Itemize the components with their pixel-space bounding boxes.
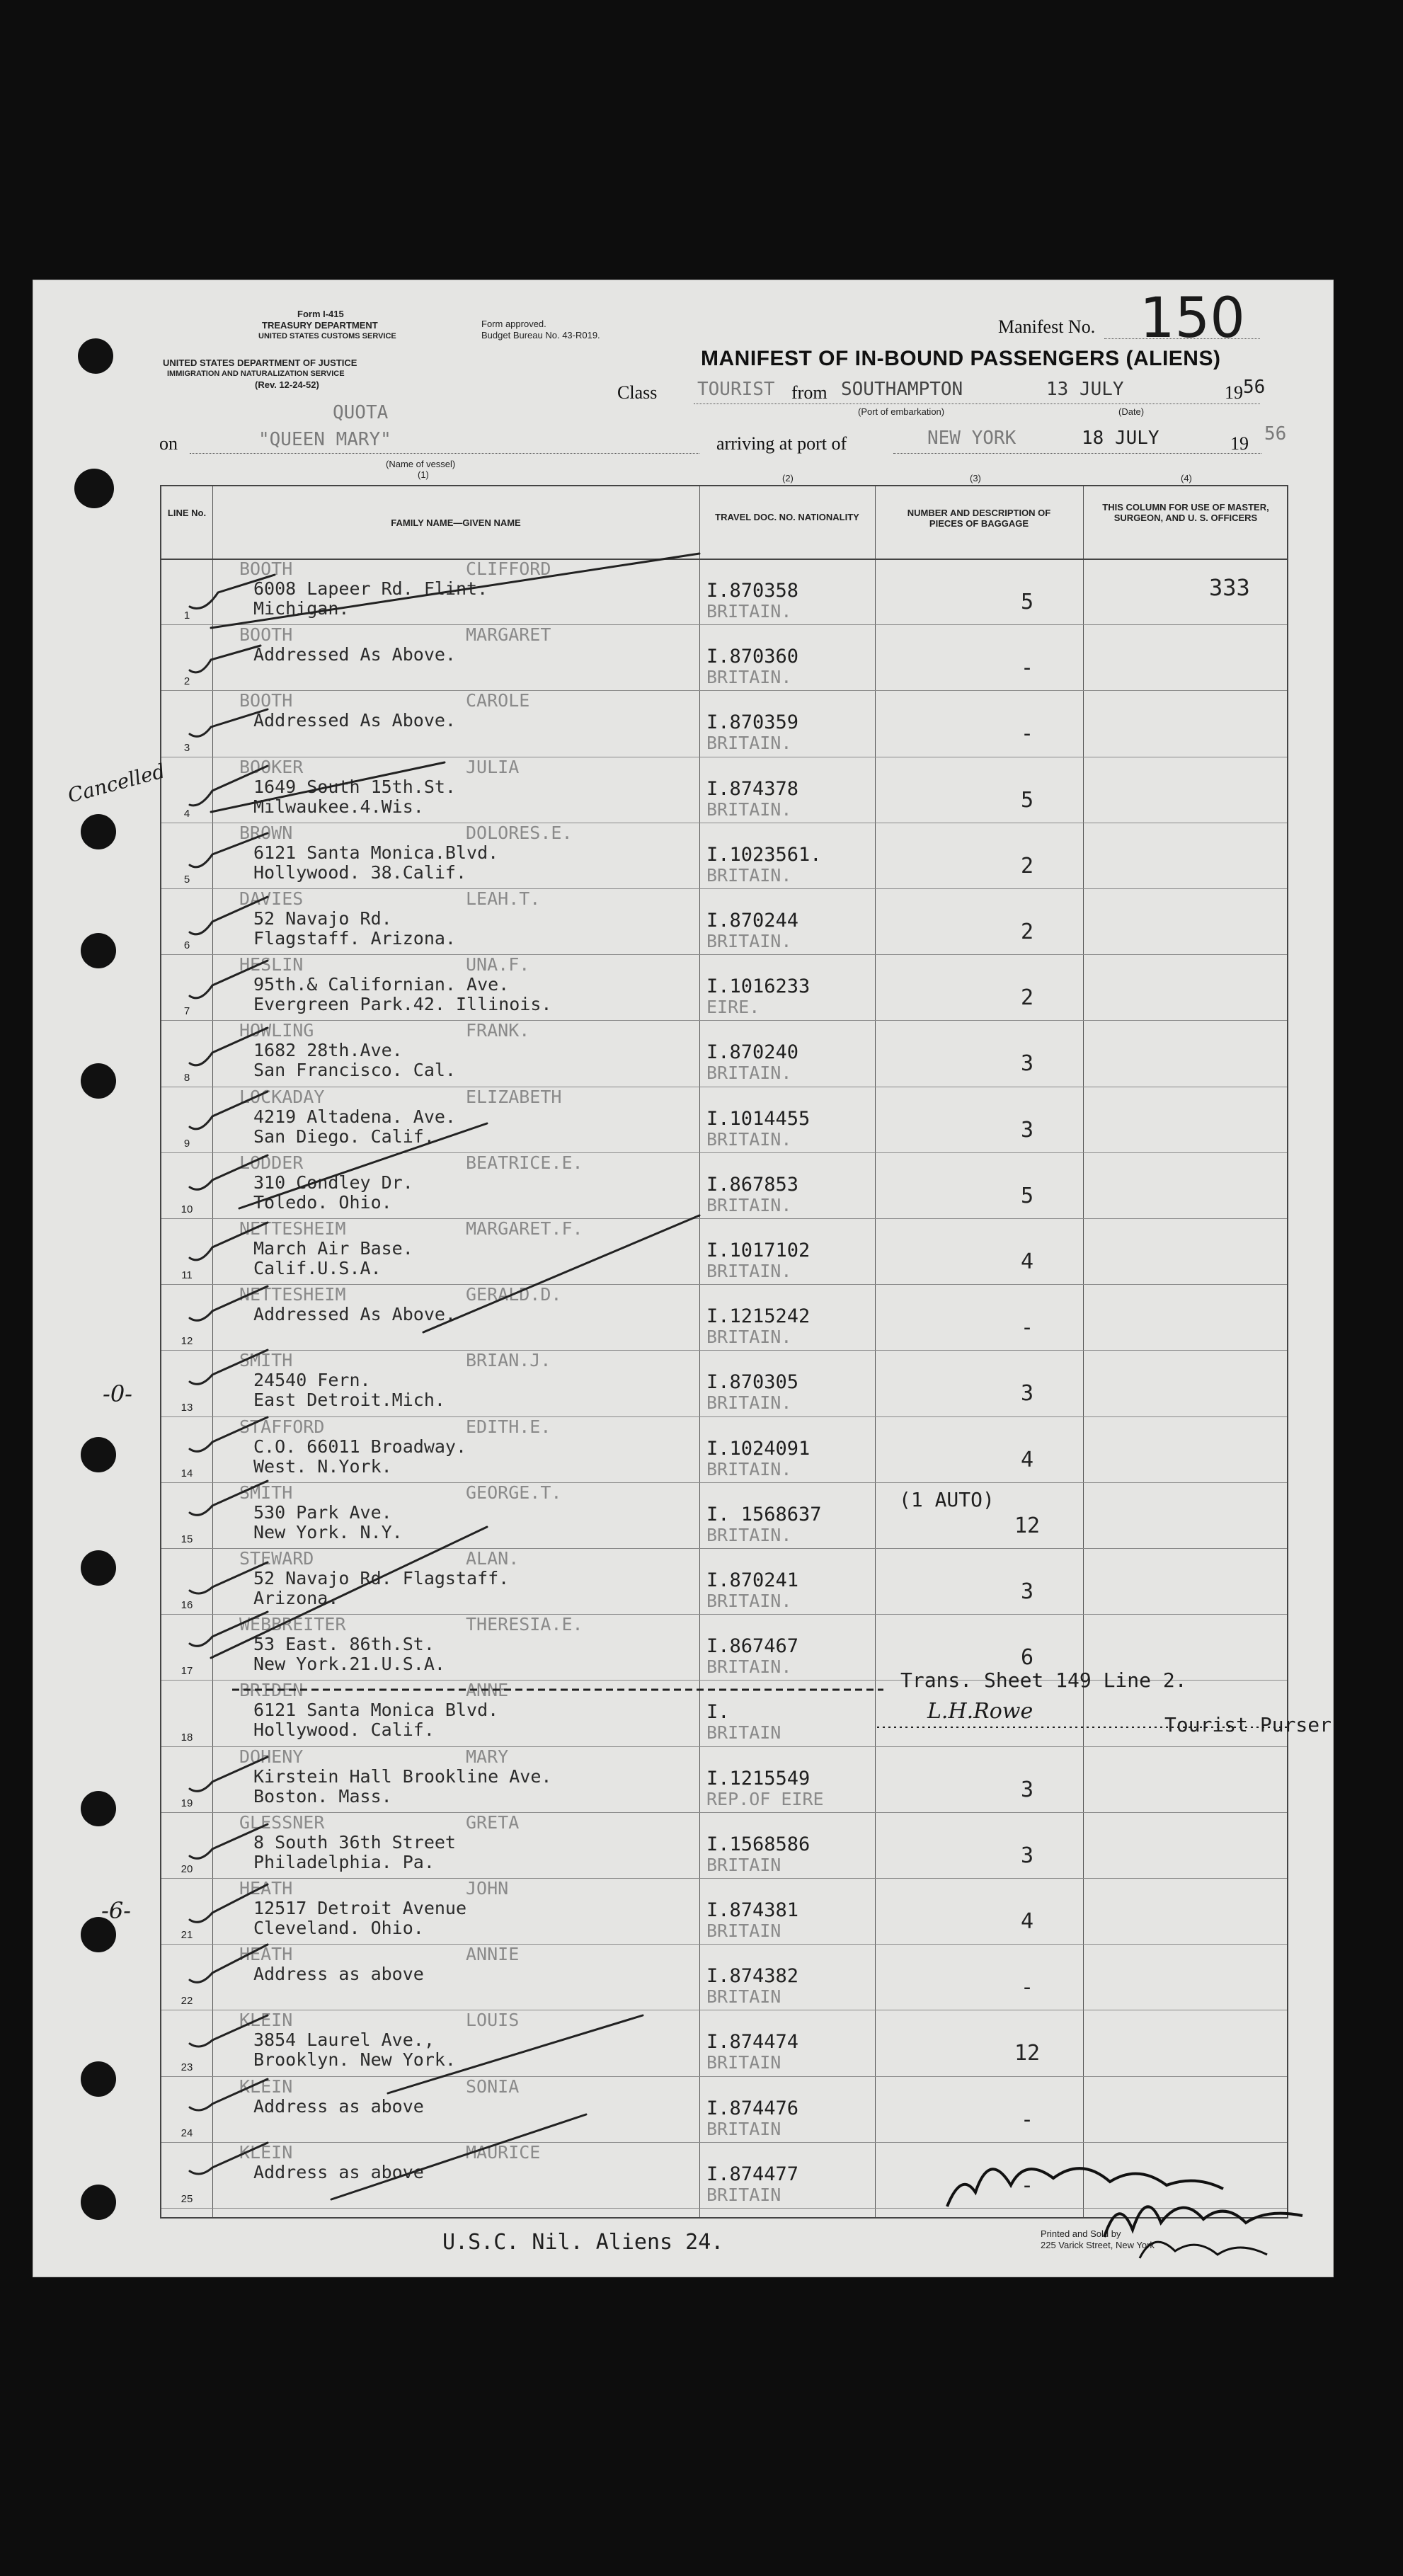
travel-doc-number: I.874474: [706, 2031, 799, 2054]
check-mark: [190, 1092, 268, 1129]
col-header-name: FAMILY NAME—GIVEN NAME: [391, 517, 521, 528]
line-number: 25: [181, 2192, 193, 2205]
check-mark: [190, 897, 268, 934]
dept-immigration: IMMIGRATION AND NATURALIZATION SERVICE: [167, 370, 345, 378]
form-number: Form I-415: [297, 309, 344, 319]
margin-mark-21: -6-: [101, 1897, 131, 1924]
baggage-count: -: [1020, 2107, 1034, 2132]
travel-doc-number: I.874378: [706, 777, 799, 800]
master-signature: [1097, 2180, 1317, 2272]
line-number: 7: [183, 1005, 190, 1018]
family-name: STEWARD: [239, 1548, 314, 1569]
address-line-2: Arizona.: [253, 1588, 339, 1608]
baggage-count: -: [1020, 1315, 1034, 1341]
check-mark: [190, 766, 268, 806]
family-name: KLEIN: [239, 2076, 293, 2097]
given-name: DOLORES.E.: [466, 822, 573, 843]
nationality: BRITAIN.: [706, 1656, 792, 1678]
given-name: ANNE: [466, 1680, 509, 1701]
baggage-count: -: [1020, 1975, 1034, 2000]
nationality: BRITAIN.: [706, 1261, 792, 1281]
address-line-2: Milwaukee.4.Wis.: [253, 796, 424, 817]
baggage-count: 4: [1020, 1447, 1034, 1472]
given-name: ANNIE: [466, 1944, 520, 1965]
travel-doc-number: I.870359: [706, 711, 799, 734]
manifest-label: Manifest No.: [998, 316, 1096, 337]
given-name: ELIZABETH: [466, 1086, 562, 1107]
baggage-count: 4: [1020, 1909, 1034, 1934]
address-line-1: C.O. 66011 Broadway.: [253, 1436, 467, 1457]
family-name: DAVIES: [239, 888, 304, 909]
punch-hole: [81, 1550, 116, 1586]
family-name: BRIDEN: [239, 1680, 304, 1701]
address-line-1: Addressed As Above.: [253, 710, 456, 731]
baggage-count: 5: [1020, 590, 1034, 614]
address-line-2: Hollywood. 38.Calif.: [253, 861, 467, 883]
baggage-count: 12: [1014, 2041, 1041, 2066]
address-line-1: 310 Condley Dr.: [253, 1172, 413, 1193]
arrival-year: 56: [1264, 423, 1287, 445]
check-mark: [190, 1562, 268, 1593]
auto-note: (1 AUTO): [899, 1488, 995, 1511]
line-number: 4: [183, 807, 190, 820]
travel-doc-number: I.1568586: [706, 1833, 811, 1855]
punch-hole: [78, 338, 113, 374]
travel-doc-number: I.1014455: [706, 1107, 811, 1130]
check-mark: [190, 1223, 268, 1260]
family-name: NETTESHEIM: [239, 1218, 346, 1239]
officer-note: 333: [1209, 574, 1250, 601]
from-date: 13 JULY: [1046, 379, 1124, 400]
family-name: GLESSNER: [239, 1811, 325, 1833]
nationality: EIRE.: [706, 997, 760, 1018]
check-mark: [190, 575, 275, 609]
travel-doc-number: I.870240: [706, 1041, 799, 1064]
handwritten-marks: [161, 486, 1287, 2217]
manifest-underline: [1104, 338, 1260, 339]
given-name: FRANK.: [466, 1020, 530, 1041]
given-name: JULIA: [466, 756, 520, 777]
family-name: BOOTH: [239, 690, 293, 711]
address-line-1: 52 Navajo Rd.: [253, 908, 392, 929]
given-name: EDITH.E.: [466, 1416, 551, 1437]
arrival-year-prefix: 19: [1230, 433, 1249, 454]
address-line-2: Evergreen Park.42. Illinois.: [253, 994, 552, 1015]
nationality: BRITAIN: [706, 1722, 781, 1744]
given-name: GRETA: [466, 1811, 520, 1833]
family-name: BROWN: [239, 822, 293, 843]
baggage-count: 2: [1020, 853, 1034, 878]
address-line-1: 53 East. 86th.St.: [253, 1634, 435, 1655]
vessel-caption: (Name of vessel): [386, 459, 456, 469]
check-mark: [190, 1155, 268, 1189]
on-label: on: [159, 433, 178, 454]
line-number: 17: [181, 1665, 193, 1678]
given-name: THERESIA.E.: [466, 1614, 583, 1635]
travel-doc-number: I.1016233: [706, 975, 811, 998]
nationality: BRITAIN.: [706, 1194, 792, 1215]
nationality: BRITAIN.: [706, 1392, 792, 1414]
check-mark: [190, 1824, 268, 1858]
baggage-count: 5: [1020, 1183, 1034, 1208]
diagonal-stroke: [239, 1123, 487, 1208]
diagonal-stroke: [423, 1215, 699, 1332]
travel-doc-number: I.870360: [706, 646, 799, 668]
check-mark: [190, 1757, 268, 1791]
col2-number: (2): [782, 473, 794, 483]
address-line-1: 1682 28th.Ave.: [253, 1040, 403, 1061]
address-line-2: New York. N.Y.: [253, 1521, 403, 1542]
travel-doc-number: I.870305: [706, 1371, 799, 1394]
family-name: HEATH: [239, 1878, 293, 1899]
address-line-1: Address as above: [253, 2161, 424, 2182]
vessel-caption-no: (1): [418, 469, 429, 480]
family-name: HESLIN: [239, 954, 304, 975]
line-number: 3: [183, 741, 190, 754]
address-line-1: 4219 Altadena. Ave.: [253, 1106, 456, 1127]
line-number: 8: [183, 1071, 190, 1084]
col-header-travel-doc: TRAVEL DOC. NO. NATIONALITY: [715, 512, 859, 522]
check-mark: [190, 2143, 268, 2174]
given-name: MAURICE: [466, 2141, 541, 2163]
family-name: SMITH: [239, 1482, 293, 1503]
line-number: 18: [181, 1731, 193, 1744]
family-name: KLEIN: [239, 2141, 293, 2163]
arrival-date: 18 JULY: [1082, 428, 1159, 449]
page-title: MANIFEST OF IN-BOUND PASSENGERS (ALIENS): [701, 347, 1221, 370]
line-number: 14: [181, 1467, 193, 1479]
embark-caption: (Port of embarkation): [858, 406, 945, 417]
nationality: BRITAIN.: [706, 798, 792, 820]
address-line-2: Brooklyn. New York.: [253, 2049, 456, 2071]
line-number: 2: [183, 675, 190, 688]
family-name: KLEIN: [239, 2010, 293, 2031]
check-mark: [190, 961, 268, 998]
col4-number: (4): [1181, 473, 1192, 483]
address-line-2: East Detroit.Mich.: [253, 1390, 445, 1411]
class-underline: [694, 403, 1260, 404]
line-number: 20: [181, 1862, 193, 1875]
given-name: CAROLE: [466, 690, 530, 711]
family-name: BOOTH: [239, 624, 293, 646]
check-mark: [190, 1612, 268, 1646]
line-number: 22: [181, 1995, 193, 2008]
line-number: 6: [183, 939, 190, 952]
dept-justice: UNITED STATES DEPARTMENT OF JUSTICE: [163, 357, 357, 368]
check-mark: [190, 1350, 268, 1384]
passenger-table: [160, 485, 1288, 2219]
line-number: 13: [181, 1401, 193, 1414]
address-line-2: West. N.York.: [253, 1455, 392, 1477]
col-header-officers: THIS COLUMN FOR USE OF MASTER, SURGEON, AND U. S. OFFICERS: [1102, 502, 1269, 523]
family-name: BOOKER: [239, 756, 304, 777]
line-number: 23: [181, 2061, 193, 2073]
check-mark: [190, 1417, 268, 1451]
given-name: GERALD.D.: [466, 1284, 562, 1305]
address-line-1: 12517 Detroit Avenue: [253, 1898, 467, 1918]
address-line-1: 530 Park Ave.: [253, 1501, 392, 1523]
punch-hole: [81, 1791, 116, 1826]
check-mark: [190, 1286, 268, 1320]
nationality: BRITAIN.: [706, 1063, 792, 1084]
travel-doc-number: I.870244: [706, 910, 799, 932]
address-line-1: Address as above: [253, 1964, 424, 1985]
address-line-1: March Air Base.: [253, 1238, 413, 1259]
travel-doc-number: I.867853: [706, 1173, 799, 1196]
family-name: LOCKADAY: [239, 1086, 325, 1107]
dept-customs: UNITED STATES CUSTOMS SERVICE: [258, 332, 396, 340]
printer-line-2: 225 Varick Street, New York: [1041, 2240, 1155, 2250]
col-header-line: LINE No.: [167, 508, 207, 518]
travel-doc-number: I.874476: [706, 2097, 799, 2119]
travel-doc-number: I.867467: [706, 1635, 799, 1658]
nationality: BRITAIN.: [706, 1524, 792, 1545]
nationality: BRITAIN: [706, 1920, 781, 1941]
punch-hole: [81, 2061, 116, 2097]
quota-label: QUOTA: [333, 402, 389, 423]
nationality: BRITAIN: [706, 1854, 781, 1875]
given-name: SONIA: [466, 2076, 520, 2097]
address-line-2: Flagstaff. Arizona.: [253, 928, 456, 949]
nationality: BRITAIN.: [706, 733, 792, 754]
family-name: SMITH: [239, 1350, 293, 1371]
nationality: BRITAIN.: [706, 1458, 792, 1479]
address-line-2: San Francisco. Cal.: [253, 1060, 456, 1081]
col-header-baggage: NUMBER AND DESCRIPTION OF PIECES OF BAGGAGE: [907, 508, 1051, 529]
given-name: ALAN.: [466, 1548, 520, 1569]
punch-hole: [81, 814, 116, 849]
given-name: MARGARET.F.: [466, 1218, 583, 1239]
check-mark: [190, 2079, 268, 2110]
line-number: 19: [181, 1797, 193, 1809]
given-name: LEAH.T.: [466, 888, 541, 909]
given-name: GEORGE.T.: [466, 1482, 562, 1503]
vessel-name: "QUEEN MARY": [258, 429, 391, 450]
baggage-count: 3: [1020, 1051, 1034, 1077]
given-name: CLIFFORD: [466, 559, 551, 579]
address-line-2: Toledo. Ohio.: [253, 1191, 392, 1213]
line-number: 11: [181, 1269, 193, 1282]
baggage-count: 3: [1020, 1579, 1034, 1604]
diagonal-stroke: [211, 762, 445, 812]
baggage-count: 6: [1020, 1645, 1034, 1671]
address-line-2: Boston. Mass.: [253, 1785, 392, 1807]
arrival-underline: [893, 453, 1261, 454]
family-name: WEBBREITER: [239, 1614, 346, 1635]
baggage-count: 2: [1020, 985, 1034, 1011]
given-name: BEATRICE.E.: [466, 1152, 583, 1173]
diagonal-stroke: [211, 1527, 487, 1658]
given-name: LOUIS: [466, 2010, 520, 2031]
diagonal-stroke: [388, 2015, 643, 2093]
given-name: JOHN: [466, 1878, 509, 1899]
address-line-2: Cleveland. Ohio.: [253, 1918, 424, 1938]
address-line-1: 95th.& Californian. Ave.: [253, 974, 510, 995]
travel-doc-number: I.870241: [706, 1569, 799, 1591]
given-name: UNA.F.: [466, 954, 530, 975]
nationality: BRITAIN.: [706, 1591, 792, 1611]
address-line-1: 6008 Lapeer Rd. Flint.: [253, 578, 488, 599]
travel-doc-number: I.1017102: [706, 1240, 811, 1261]
class-label: Class: [617, 382, 658, 403]
address-line-2: San Diego. Calif.: [253, 1126, 435, 1147]
from-year: 56: [1243, 377, 1266, 398]
address-line-2: Hollywood. Calif.: [253, 1719, 435, 1741]
arriving-label: arriving at port of: [716, 433, 847, 454]
address-line-1: 6121 Santa Monica Blvd.: [253, 1700, 499, 1721]
travel-doc-number: I.874381: [706, 1899, 799, 1921]
nationality: BRITAIN.: [706, 1327, 792, 1348]
line-number: 9: [183, 1137, 190, 1150]
punch-hole: [81, 2185, 116, 2220]
check-mark: [190, 1028, 268, 1065]
nationality: BRITAIN: [706, 2184, 781, 2205]
baggage-count: 3: [1020, 1777, 1034, 1802]
punch-hole: [81, 933, 116, 968]
family-name: HEATH: [239, 1944, 293, 1965]
address-line-2: Calif.U.S.A.: [253, 1258, 382, 1278]
travel-doc-number: I.1024091: [706, 1437, 811, 1460]
punch-hole: [81, 1063, 116, 1099]
manifest-number: 150: [1140, 287, 1245, 350]
form-approved: Form approved.: [481, 319, 546, 329]
check-mark: [190, 1884, 268, 1922]
purser-initials: L.H.Rowe: [927, 1699, 1033, 1724]
line-number: 1: [183, 609, 190, 622]
line-number: 21: [181, 1929, 193, 1942]
check-mark: [190, 1945, 268, 1982]
address-line-1: 3854 Laurel Ave.,: [253, 2030, 435, 2051]
baggage-count: 3: [1020, 1843, 1034, 1868]
travel-doc-number: I.874382: [706, 1965, 799, 1988]
family-name: NETTESHEIM: [239, 1284, 346, 1305]
nationality: REP.OF EIRE: [706, 1788, 824, 1809]
punch-hole: [81, 1437, 116, 1472]
nationality: BRITAIN: [706, 2052, 781, 2073]
line-number: 15: [181, 1533, 193, 1545]
address-line-1: 1649 South 15th.St.: [253, 776, 456, 797]
nationality: BRITAIN.: [706, 864, 792, 886]
travel-doc-number: I.1215549: [706, 1767, 811, 1790]
check-mark: [190, 1481, 268, 1515]
nationality: BRITAIN: [706, 1986, 781, 2008]
nationality: BRITAIN.: [706, 931, 792, 951]
check-mark: [190, 646, 260, 672]
baggage-count: 2: [1020, 920, 1034, 944]
check-mark: [190, 2015, 268, 2047]
baggage-count: -: [1020, 656, 1034, 681]
from-port: SOUTHAMPTON: [841, 379, 963, 400]
margin-cancelled-note: Cancelled: [65, 759, 168, 808]
nationality: BRITAIN.: [706, 667, 792, 688]
from-year-prefix: 19: [1225, 382, 1243, 403]
address-line-1: 52 Navajo Rd. Flagstaff.: [253, 1568, 510, 1588]
nationality: BRITAIN.: [706, 1128, 792, 1150]
baggage-count: -: [1020, 2173, 1034, 2198]
family-name: STAFFORD: [239, 1416, 325, 1437]
address-line-1: Address as above: [253, 2095, 424, 2117]
baggage-count: 3: [1020, 1117, 1034, 1143]
diagonal-stroke: [211, 554, 699, 628]
line-number: 5: [183, 873, 190, 886]
line-number: 12: [181, 1335, 193, 1348]
travel-doc-number: I.: [706, 1701, 730, 1724]
travel-doc-number: I. 1568637: [706, 1503, 822, 1525]
family-name: BOOTH: [239, 559, 293, 579]
budget-bureau: Budget Bureau No. 43-R019.: [481, 330, 600, 340]
date-caption: (Date): [1118, 406, 1145, 417]
given-name: BRIAN.J.: [466, 1350, 551, 1371]
baggage-count: 3: [1020, 1381, 1034, 1407]
dept-treasury: TREASURY DEPARTMENT: [262, 320, 378, 331]
margin-mark-13: -0-: [103, 1380, 132, 1407]
travel-doc-number: I.1215242: [706, 1305, 811, 1328]
address-line-1: Addressed As Above.: [253, 1304, 456, 1325]
form-revision: (Rev. 12-24-52): [255, 379, 319, 390]
nationality: BRITAIN: [706, 2118, 781, 2139]
arrival-port: NEW YORK: [927, 428, 1017, 449]
baggage-count: -: [1020, 721, 1034, 747]
line-number: 16: [181, 1599, 193, 1612]
address-line-2: Philadelphia. Pa.: [253, 1851, 435, 1872]
address-line-1: Kirstein Hall Brookline Ave.: [253, 1765, 552, 1787]
line-number: 10: [181, 1203, 193, 1215]
travel-doc-number: I.870358: [706, 580, 799, 602]
travel-doc-number: I.874477: [706, 2163, 799, 2185]
trans-sheet-note: Trans. Sheet 149 Line 2.: [900, 1668, 1187, 1692]
family-name: HOWLING: [239, 1020, 314, 1041]
travel-doc-number: I.1023561.: [706, 843, 822, 866]
vessel-underline: [190, 453, 699, 454]
from-label: from: [791, 382, 828, 403]
tourist-purser-note: Tourist Purser: [1164, 1713, 1332, 1736]
baggage-count: 4: [1020, 1249, 1034, 1274]
check-mark: [190, 833, 268, 867]
address-line-1: Addressed As Above.: [253, 644, 456, 665]
given-name: MARGARET: [466, 624, 551, 646]
punch-hole: [74, 469, 114, 508]
nationality: BRITAIN.: [706, 601, 792, 622]
baggage-count: 12: [1014, 1513, 1041, 1538]
baggage-count: 5: [1020, 787, 1034, 813]
address-line-1: 24540 Fern.: [253, 1370, 371, 1391]
family-name: LODDER: [239, 1152, 304, 1173]
class-value: TOURIST: [697, 379, 775, 400]
check-mark: [190, 709, 268, 736]
col3-number: (3): [970, 473, 981, 483]
family-name: DOHENY: [239, 1746, 304, 1767]
address-line-1: 8 South 36th Street: [253, 1831, 456, 1853]
given-name: MARY: [466, 1746, 509, 1767]
address-line-2: Michigan.: [253, 598, 350, 619]
address-line-2: New York.21.U.S.A.: [253, 1654, 445, 1675]
footer-totals: U.S.C. Nil. Aliens 24.: [442, 2230, 724, 2255]
printer-line-1: Printed and Sold by: [1041, 2228, 1121, 2239]
diagonal-stroke: [331, 2114, 586, 2199]
line-number: 24: [181, 2126, 193, 2139]
address-line-1: 6121 Santa Monica.Blvd.: [253, 842, 499, 863]
